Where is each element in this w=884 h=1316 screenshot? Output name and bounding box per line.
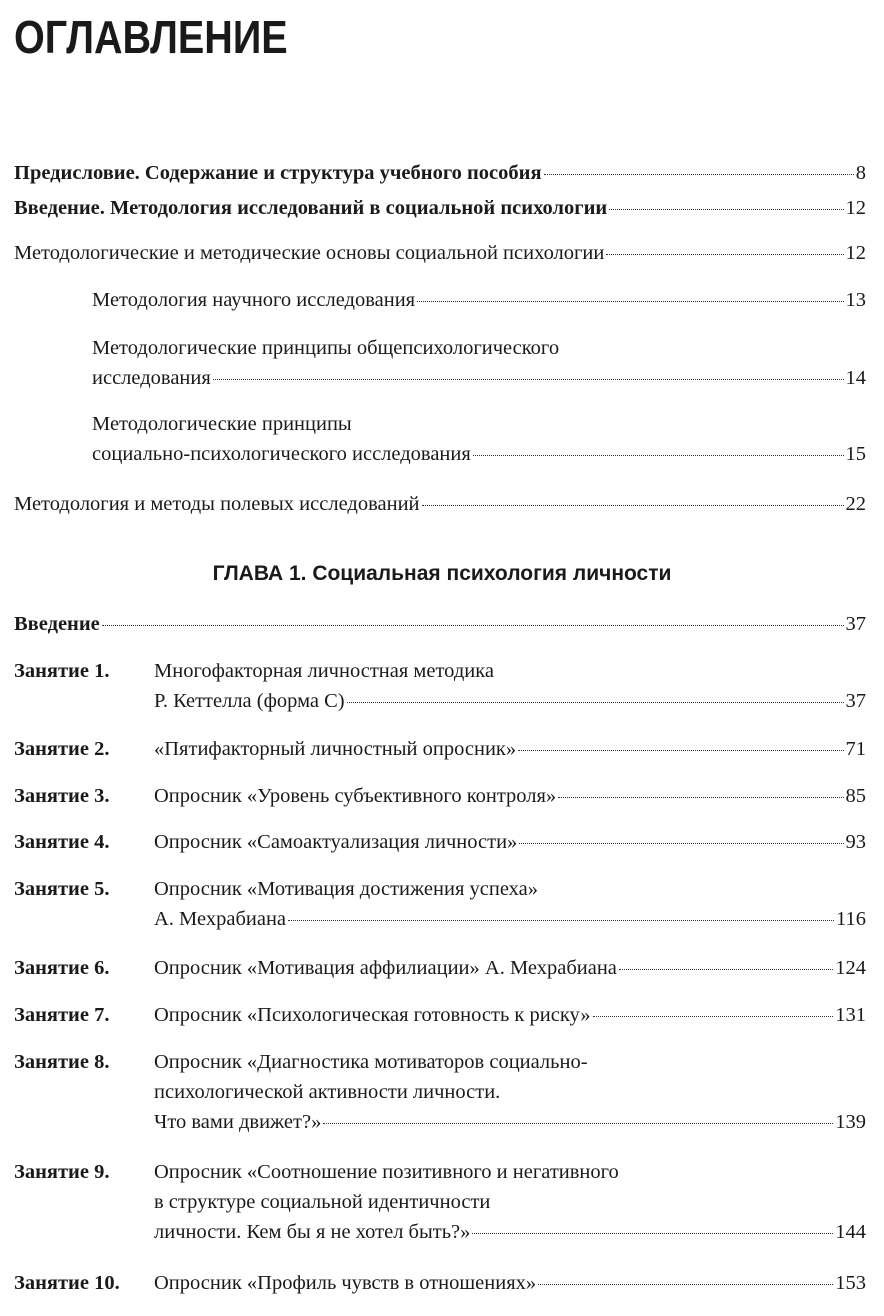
dot-leader: [558, 797, 843, 798]
toc-entry-introduction[interactable]: [14, 193, 866, 223]
entry-text-line2: психологической активности личности.: [154, 1081, 501, 1103]
entry-text-line3: личности. Кем бы я не хотел быть?»: [154, 1221, 471, 1243]
entry-text: Методология и методы полевых исследований: [14, 493, 420, 515]
entry-text: «Пятифакторный личностный опросник»: [154, 738, 517, 760]
dot-leader: [102, 625, 844, 626]
entry-text-line1: Многофакторная личностная методика: [154, 660, 494, 682]
page-title: ОГЛАВЛЕНИЕ: [14, 11, 288, 63]
entry-text: Предисловие. Содержание и структура учебного пособия: [14, 162, 542, 184]
entry-text: Опросник «Уровень субъективного контроля»: [154, 785, 557, 807]
entry-text-line1: Опросник «Диагностика мотиваторов социально-: [154, 1051, 588, 1073]
toc-entry-lesson-1[interactable]: [154, 656, 866, 716]
entry-text-line3: Что вами движет?»: [154, 1111, 322, 1133]
dot-leader: [606, 254, 843, 255]
entry-text: Введение: [14, 613, 100, 635]
lesson-label: Занятие 8.: [14, 1051, 110, 1073]
toc-entry-lesson-2[interactable]: [154, 734, 866, 764]
toc-entry-preface[interactable]: [14, 158, 866, 188]
entry-text: Опросник «Мотивация аффилиации» А. Мехрабиана: [154, 957, 617, 979]
lesson-label: Занятие 4.: [14, 831, 110, 853]
entry-text: Методология научного исследования: [92, 289, 416, 311]
toc-entry-lesson-4[interactable]: [154, 827, 866, 857]
toc-entry-foundations[interactable]: [14, 238, 866, 268]
dot-leader: [417, 301, 843, 302]
entry-text-line2: социально-психологического исследования: [92, 443, 471, 465]
dot-leader: [472, 1233, 833, 1234]
page-number: 124: [835, 957, 866, 979]
page-number: 13: [845, 289, 866, 311]
chapter-heading: ГЛАВА 1. Социальная психология личности: [212, 562, 672, 585]
entry-text-line1: Опросник «Соотношение позитивного и негативного: [154, 1161, 619, 1183]
entry-text: Опросник «Самоактуализация личности»: [154, 831, 518, 853]
page-number: 12: [845, 197, 866, 219]
toc-entry-field-research[interactable]: [14, 489, 866, 519]
page-number: 12: [845, 242, 866, 264]
entry-text-line2: исследования: [92, 367, 211, 389]
toc-entry-lesson-9[interactable]: [154, 1157, 866, 1247]
entry-text-line2: Р. Кеттелла (форма С): [154, 690, 345, 712]
entry-text-line1: Методологические принципы общепсихологического: [92, 337, 560, 359]
entry-text: Введение. Методология исследований в социальной психологии: [14, 197, 608, 219]
entry-text-line1: Методологические принципы: [92, 413, 352, 435]
toc-entry-lesson-7[interactable]: [154, 1000, 866, 1030]
dot-leader: [619, 969, 833, 970]
entry-text: Методологические и методические основы социальной психологии: [14, 242, 605, 264]
lesson-label: Занятие 9.: [14, 1161, 110, 1183]
page-number: 14: [845, 367, 866, 389]
page-number: 144: [835, 1221, 866, 1243]
page-number: 37: [845, 690, 866, 712]
toc-entry-lesson-5[interactable]: [154, 874, 866, 934]
page-number: 93: [845, 831, 866, 853]
toc-subentry-general-principles[interactable]: [92, 333, 866, 393]
entry-text: Опросник «Профиль чувств в отношениях»: [154, 1272, 537, 1294]
dot-leader: [323, 1123, 833, 1124]
page-number: 22: [845, 493, 866, 515]
page-number: 116: [836, 908, 866, 930]
entry-text-line1: Опросник «Мотивация достижения успеха»: [154, 878, 538, 900]
toc-entry-lesson-6[interactable]: [154, 953, 866, 983]
lesson-label: Занятие 10.: [14, 1272, 120, 1294]
lesson-label: Занятие 5.: [14, 878, 110, 900]
dot-leader: [544, 174, 854, 175]
toc-entry-lesson-8[interactable]: [154, 1047, 866, 1137]
toc-entry-lesson-10[interactable]: [154, 1268, 866, 1298]
lesson-label: Занятие 2.: [14, 738, 110, 760]
toc-entry-lesson-3[interactable]: [154, 781, 866, 811]
lesson-label: Занятие 3.: [14, 785, 110, 807]
lesson-label: Занятие 1.: [14, 660, 110, 682]
page-number: 131: [835, 1004, 866, 1026]
toc-subentry-scientific-methodology[interactable]: [92, 285, 866, 315]
page-number: 8: [855, 162, 866, 184]
lesson-label: Занятие 6.: [14, 957, 110, 979]
page-number: 139: [835, 1111, 866, 1133]
toc-subentry-social-principles[interactable]: [92, 409, 866, 469]
page-number: 153: [835, 1272, 866, 1294]
page-number: 37: [845, 613, 866, 635]
dot-leader: [288, 920, 834, 921]
dot-leader: [473, 455, 844, 456]
dot-leader: [422, 505, 844, 506]
entry-text-line2: в структуре социальной идентичности: [154, 1191, 491, 1213]
dot-leader: [593, 1016, 834, 1017]
page-number: 85: [845, 785, 866, 807]
toc-entry-chapter-intro[interactable]: [14, 609, 866, 639]
dot-leader: [518, 750, 843, 751]
dot-leader: [213, 379, 844, 380]
dot-leader: [347, 702, 844, 703]
page-number: 15: [845, 443, 866, 465]
page-number: 71: [845, 738, 866, 760]
entry-text: Опросник «Психологическая готовность к риску»: [154, 1004, 591, 1026]
lesson-label: Занятие 7.: [14, 1004, 110, 1026]
entry-text-line2: А. Мехрабиана: [154, 908, 287, 930]
dot-leader: [609, 209, 843, 210]
dot-leader: [538, 1284, 833, 1285]
dot-leader: [519, 843, 843, 844]
